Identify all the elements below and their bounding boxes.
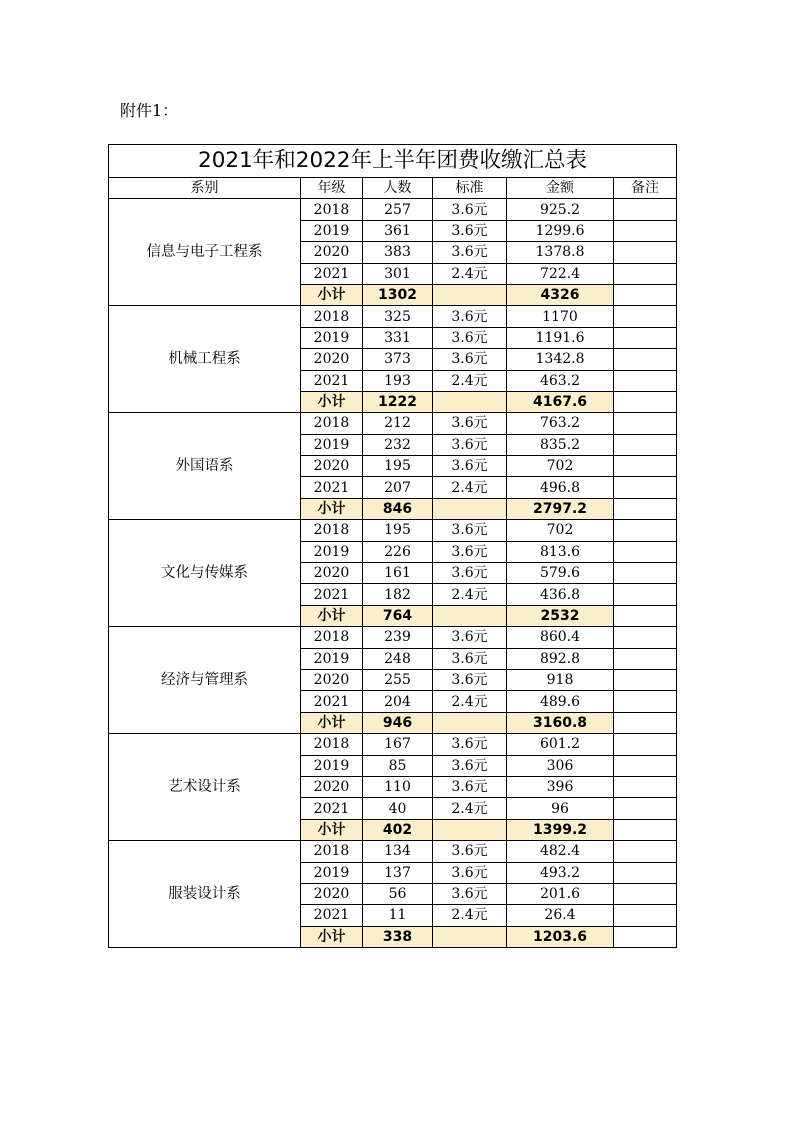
count-cell: 361 [363,220,433,241]
subtotal-count: 764 [363,605,433,626]
remark-cell [614,905,677,926]
header-grade: 年级 [301,178,363,199]
remark-cell [614,456,677,477]
department-name: 机械工程系 [109,306,301,413]
header-amount: 金额 [507,178,614,199]
amount-cell: 1170 [507,306,614,327]
subtotal-label: 小计 [301,391,363,412]
standard-cell: 3.6元 [433,563,507,584]
grade-cell: 2020 [301,669,363,690]
remark-cell [614,691,677,712]
subtotal-amount: 1399.2 [507,819,614,840]
subtotal-standard [433,926,507,947]
amount-cell: 601.2 [507,734,614,755]
table-row [109,841,677,862]
count-cell: 11 [363,905,433,926]
amount-cell: 722.4 [507,263,614,284]
count-cell: 195 [363,456,433,477]
count-cell: 195 [363,520,433,541]
remark-cell [614,798,677,819]
fee-summary-table [108,144,677,948]
subtotal-standard [433,391,507,412]
table-row [109,734,677,755]
grade-cell: 2019 [301,648,363,669]
subtotal-remark [614,712,677,733]
grade-cell: 2018 [301,627,363,648]
grade-cell: 2018 [301,413,363,434]
subtotal-amount: 1203.6 [507,926,614,947]
remark-cell [614,370,677,391]
subtotal-remark [614,926,677,947]
table-row [109,413,677,434]
standard-cell: 3.6元 [433,734,507,755]
grade-cell: 2019 [301,862,363,883]
count-cell: 56 [363,883,433,904]
remark-cell [614,648,677,669]
department-name: 经济与管理系 [109,627,301,734]
remark-cell [614,263,677,284]
amount-cell: 918 [507,669,614,690]
standard-cell: 2.4元 [433,370,507,391]
subtotal-label: 小计 [301,605,363,626]
grade-cell: 2019 [301,434,363,455]
grade-cell: 2018 [301,199,363,220]
subtotal-standard [433,498,507,519]
standard-cell: 2.4元 [433,798,507,819]
amount-cell: 1191.6 [507,327,614,348]
remark-cell [614,327,677,348]
standard-cell: 2.4元 [433,584,507,605]
amount-cell: 1378.8 [507,242,614,263]
grade-cell: 2021 [301,905,363,926]
amount-cell: 436.8 [507,584,614,605]
subtotal-remark [614,498,677,519]
count-cell: 207 [363,477,433,498]
standard-cell: 3.6元 [433,199,507,220]
remark-cell [614,242,677,263]
remark-cell [614,349,677,370]
attachment-label: 附件1： [120,101,179,120]
subtotal-amount: 4326 [507,284,614,305]
remark-cell [614,541,677,562]
count-cell: 232 [363,434,433,455]
grade-cell: 2020 [301,242,363,263]
standard-cell: 3.6元 [433,327,507,348]
count-cell: 167 [363,734,433,755]
subtotal-count: 338 [363,926,433,947]
count-cell: 110 [363,776,433,797]
amount-cell: 702 [507,456,614,477]
grade-cell: 2020 [301,349,363,370]
amount-cell: 396 [507,776,614,797]
remark-cell [614,413,677,434]
remark-cell [614,306,677,327]
grade-cell: 2021 [301,584,363,605]
remark-cell [614,755,677,776]
remark-cell [614,669,677,690]
count-cell: 383 [363,242,433,263]
subtotal-amount: 2532 [507,605,614,626]
subtotal-remark [614,819,677,840]
amount-cell: 306 [507,755,614,776]
subtotal-count: 402 [363,819,433,840]
header-row [109,178,677,199]
department-name: 服装设计系 [109,841,301,948]
subtotal-count: 846 [363,498,433,519]
grade-cell: 2019 [301,327,363,348]
count-cell: 373 [363,349,433,370]
standard-cell: 3.6元 [433,862,507,883]
count-cell: 255 [363,669,433,690]
amount-cell: 579.6 [507,563,614,584]
remark-cell [614,434,677,455]
standard-cell: 3.6元 [433,627,507,648]
amount-cell: 96 [507,798,614,819]
count-cell: 212 [363,413,433,434]
count-cell: 257 [363,199,433,220]
table-row [109,306,677,327]
remark-cell [614,841,677,862]
grade-cell: 2021 [301,477,363,498]
subtotal-remark [614,284,677,305]
amount-cell: 463.2 [507,370,614,391]
amount-cell: 482.4 [507,841,614,862]
remark-cell [614,477,677,498]
standard-cell: 3.6元 [433,883,507,904]
standard-cell: 3.6元 [433,434,507,455]
subtotal-label: 小计 [301,712,363,733]
amount-cell: 1342.8 [507,349,614,370]
standard-cell: 3.6元 [433,541,507,562]
department-name: 艺术设计系 [109,734,301,841]
subtotal-label: 小计 [301,498,363,519]
grade-cell: 2021 [301,691,363,712]
header-standard: 标准 [433,178,507,199]
count-cell: 331 [363,327,433,348]
amount-cell: 925.2 [507,199,614,220]
remark-cell [614,563,677,584]
count-cell: 226 [363,541,433,562]
table-title: 2021年和2022年上半年团费收缴汇总表 [109,145,677,178]
grade-cell: 2021 [301,263,363,284]
department-name: 文化与传媒系 [109,520,301,627]
subtotal-standard [433,712,507,733]
grade-cell: 2018 [301,734,363,755]
amount-cell: 489.6 [507,691,614,712]
amount-cell: 493.2 [507,862,614,883]
remark-cell [614,734,677,755]
standard-cell: 2.4元 [433,477,507,498]
standard-cell: 3.6元 [433,413,507,434]
subtotal-label: 小计 [301,819,363,840]
standard-cell: 2.4元 [433,905,507,926]
grade-cell: 2019 [301,220,363,241]
standard-cell: 3.6元 [433,306,507,327]
standard-cell: 2.4元 [433,263,507,284]
subtotal-standard [433,605,507,626]
header-count: 人数 [363,178,433,199]
count-cell: 161 [363,563,433,584]
amount-cell: 201.6 [507,883,614,904]
count-cell: 85 [363,755,433,776]
standard-cell: 3.6元 [433,669,507,690]
subtotal-count: 1302 [363,284,433,305]
count-cell: 134 [363,841,433,862]
grade-cell: 2020 [301,776,363,797]
standard-cell: 3.6元 [433,841,507,862]
grade-cell: 2019 [301,755,363,776]
department-name: 外国语系 [109,413,301,520]
table-row [109,199,677,220]
table-row [109,520,677,541]
standard-cell: 3.6元 [433,242,507,263]
grade-cell: 2020 [301,563,363,584]
subtotal-count: 946 [363,712,433,733]
subtotal-remark [614,605,677,626]
subtotal-label: 小计 [301,284,363,305]
standard-cell: 3.6元 [433,648,507,669]
remark-cell [614,520,677,541]
subtotal-amount: 4167.6 [507,391,614,412]
amount-cell: 26.4 [507,905,614,926]
header-remark: 备注 [614,178,677,199]
count-cell: 204 [363,691,433,712]
standard-cell: 3.6元 [433,456,507,477]
subtotal-amount: 2797.2 [507,498,614,519]
amount-cell: 835.2 [507,434,614,455]
count-cell: 137 [363,862,433,883]
subtotal-label: 小计 [301,926,363,947]
subtotal-standard [433,284,507,305]
subtotal-standard [433,819,507,840]
grade-cell: 2018 [301,520,363,541]
grade-cell: 2021 [301,798,363,819]
subtotal-remark [614,391,677,412]
count-cell: 301 [363,263,433,284]
count-cell: 239 [363,627,433,648]
remark-cell [614,627,677,648]
grade-cell: 2019 [301,541,363,562]
standard-cell: 3.6元 [433,220,507,241]
count-cell: 248 [363,648,433,669]
amount-cell: 892.8 [507,648,614,669]
grade-cell: 2021 [301,370,363,391]
subtotal-count: 1222 [363,391,433,412]
standard-cell: 3.6元 [433,349,507,370]
count-cell: 40 [363,798,433,819]
grade-cell: 2020 [301,883,363,904]
table-row [109,627,677,648]
amount-cell: 860.4 [507,627,614,648]
count-cell: 325 [363,306,433,327]
remark-cell [614,584,677,605]
grade-cell: 2018 [301,841,363,862]
count-cell: 193 [363,370,433,391]
standard-cell: 3.6元 [433,755,507,776]
standard-cell: 2.4元 [433,691,507,712]
remark-cell [614,199,677,220]
remark-cell [614,862,677,883]
amount-cell: 813.6 [507,541,614,562]
amount-cell: 1299.6 [507,220,614,241]
amount-cell: 702 [507,520,614,541]
remark-cell [614,776,677,797]
header-department: 系别 [109,178,301,199]
remark-cell [614,220,677,241]
standard-cell: 3.6元 [433,776,507,797]
department-name: 信息与电子工程系 [109,199,301,306]
remark-cell [614,883,677,904]
amount-cell: 496.8 [507,477,614,498]
grade-cell: 2020 [301,456,363,477]
subtotal-amount: 3160.8 [507,712,614,733]
amount-cell: 763.2 [507,413,614,434]
standard-cell: 3.6元 [433,520,507,541]
count-cell: 182 [363,584,433,605]
grade-cell: 2018 [301,306,363,327]
